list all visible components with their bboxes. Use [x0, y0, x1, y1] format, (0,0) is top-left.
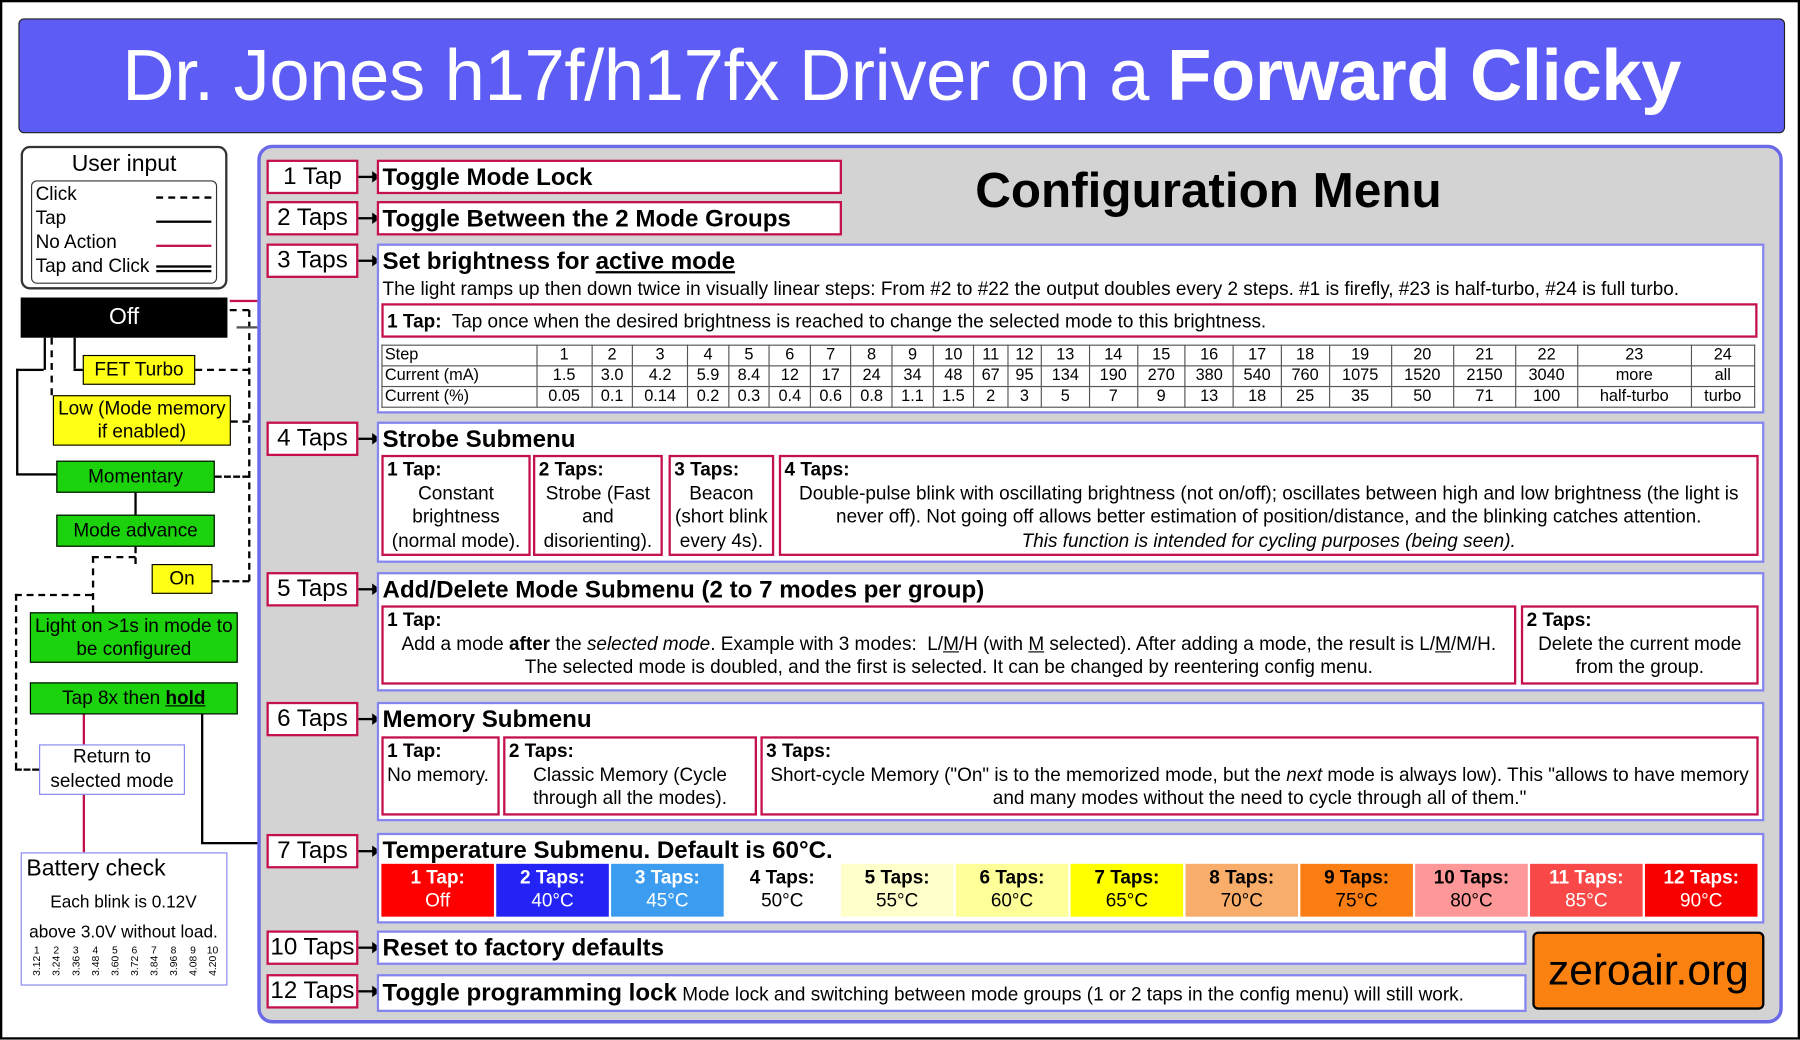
- temperature-option-label: 7 Taps:: [1094, 867, 1160, 888]
- memory-option-2-label: 2 Taps:: [508, 740, 574, 762]
- tap8-box: [30, 682, 238, 714]
- steps-cell: 540: [1233, 366, 1281, 387]
- adddel-title: Add/Delete Mode Submenu (2 to 7 modes per group): [382, 576, 985, 604]
- steps-cell: 25: [1281, 387, 1329, 408]
- low-mode-box: Low (Mode memory if enabled): [53, 395, 231, 446]
- temperature-option: [381, 864, 494, 917]
- temperature-option-label: 10 Taps:: [1433, 867, 1510, 888]
- temperature-option-value: 90°C: [1680, 890, 1723, 911]
- temperature-option-value: 65°C: [1105, 890, 1149, 911]
- steps-cell: 1520: [1391, 366, 1453, 387]
- battery-blink-volt: 3.36: [70, 955, 82, 976]
- tap-label-10: 10 Taps: [266, 930, 358, 964]
- strobe-option-2-text: Strobe (Fast and disorienting).: [543, 483, 653, 551]
- strobe-option-4-label: 4 Taps:: [784, 459, 850, 481]
- menu-mode-lock-label: Toggle Mode Lock: [382, 164, 593, 191]
- steps-cell: 48: [933, 366, 974, 387]
- steps-cell: 1.5: [933, 387, 974, 408]
- tap-label-1: 1 Tap: [266, 160, 358, 194]
- fet-turbo-box: FET Turbo: [83, 355, 196, 385]
- steps-cell: 12: [1008, 345, 1042, 366]
- connector: [215, 476, 249, 478]
- page-title: Dr. Jones h17f/h17fx Driver on a Forward Clicky: [18, 18, 1785, 133]
- connector: [16, 369, 18, 475]
- legend-tapclick-arrow: [156, 265, 211, 272]
- strobe-option-4-note: This function is intended for cycling purposes (being seen).: [1021, 530, 1516, 551]
- steps-cell: 12: [769, 366, 810, 387]
- temperature-option: [1185, 864, 1298, 917]
- proglock-section: [377, 974, 1527, 1012]
- connector: [15, 594, 17, 770]
- tap-arrow: [358, 176, 378, 178]
- steps-cell: 9: [1137, 387, 1185, 408]
- battery-blink-column: [107, 944, 123, 976]
- temperature-option: [611, 864, 724, 917]
- battery-blink-count: 6: [131, 944, 138, 956]
- steps-cell: 1: [537, 345, 592, 366]
- battery-box: [21, 852, 228, 985]
- battery-blink-column: [68, 944, 84, 976]
- steps-row-label: Current (mA): [382, 366, 537, 387]
- temperature-option-value: 40°C: [531, 890, 574, 911]
- legend-click-label: Click: [35, 183, 77, 205]
- temperature-option-label: 6 Taps:: [979, 867, 1045, 888]
- battery-blink-volt: 3.24: [50, 955, 63, 976]
- battery-blink-volt: 3.48: [89, 955, 102, 976]
- brightness-title-text: Set brightness for: [382, 248, 596, 275]
- connector: [51, 338, 53, 395]
- reset-label: Reset to factory defaults: [382, 935, 665, 962]
- steps-cell: 22: [1516, 345, 1578, 366]
- steps-row-step: [382, 345, 1755, 366]
- brightness-tap-label: 1 Tap:: [387, 311, 442, 332]
- steps-cell: 10: [933, 345, 974, 366]
- steps-cell: 16: [1185, 345, 1233, 366]
- connector: [16, 473, 56, 475]
- tap-arrow: [358, 588, 378, 590]
- temperature-option: [1415, 864, 1528, 917]
- legend-tap-arrow: [156, 221, 211, 223]
- battery-title: Battery check: [26, 855, 166, 882]
- steps-cell: 95: [1008, 366, 1042, 387]
- steps-cell: 8.4: [728, 366, 769, 387]
- connector: [248, 310, 250, 581]
- battery-blink-count: 5: [111, 944, 118, 956]
- connector: [231, 420, 249, 422]
- tap-label-4: 4 Taps: [266, 422, 358, 456]
- menu-mode-lock: [377, 160, 842, 194]
- memory-option-2: [503, 736, 757, 815]
- mode-advance-box: Mode advance: [56, 515, 215, 547]
- connector: [230, 309, 250, 311]
- adddel-option-2: [1521, 605, 1759, 684]
- temperature-option: [1530, 864, 1643, 917]
- steps-cell: 3040: [1516, 366, 1578, 387]
- temperature-option-value: 70°C: [1220, 890, 1263, 911]
- on-box: On: [152, 564, 213, 594]
- steps-cell: 0.6: [810, 387, 851, 408]
- steps-cell: 0.2: [688, 387, 729, 408]
- temperature-option-label: 5 Taps:: [864, 867, 930, 888]
- temperature-option-value: 85°C: [1565, 890, 1608, 911]
- battery-blink-volt: 4.20: [206, 955, 219, 976]
- steps-cell: 2: [974, 387, 1008, 408]
- battery-line2: above 3.0V without load.: [29, 922, 218, 942]
- steps-cell: 5: [728, 345, 769, 366]
- steps-cell: 24: [1691, 345, 1755, 366]
- battery-blink-count: 8: [170, 944, 177, 956]
- battery-blink-column: [165, 944, 181, 976]
- connector: [237, 326, 258, 328]
- light-on-box: Light on >1s in mode to be configured: [30, 612, 238, 663]
- battery-blink-count: 4: [92, 944, 99, 956]
- battery-blink-count: 10: [206, 944, 219, 956]
- steps-cell: 14: [1089, 345, 1137, 366]
- connector: [15, 594, 92, 596]
- steps-cell: more: [1578, 366, 1691, 387]
- steps-cell: 7: [1089, 387, 1137, 408]
- steps-cell: 7: [810, 345, 851, 366]
- connector: [195, 369, 249, 371]
- steps-row-pct: [382, 387, 1755, 408]
- off-box: Off: [21, 298, 228, 338]
- adddel-option-1-label: 1 Tap:: [387, 609, 442, 631]
- steps-cell: all: [1691, 366, 1755, 387]
- memory-option-1-text: No memory.: [387, 764, 489, 786]
- tap-label-2: 2 Taps: [266, 201, 358, 235]
- battery-blink-count: 2: [53, 944, 60, 956]
- tap-arrow: [358, 947, 378, 949]
- steps-cell: 3.0: [592, 366, 633, 387]
- steps-cell: 21: [1453, 345, 1515, 366]
- tap8-hold: hold: [165, 687, 206, 709]
- temperature-option-label: 9 Taps:: [1324, 867, 1390, 888]
- memory-option-1: [381, 736, 499, 815]
- temperature-option-label: 4 Taps:: [749, 867, 815, 888]
- legend-noaction-arrow: [156, 245, 211, 247]
- legend-noaction-label: No Action: [35, 232, 117, 253]
- brightness-desc: The light ramps up then down twice in visually linear steps: From #2 to #22 the output doubles every 2 steps. #1 is firefly, #23 is half-turbo, #24 is full turbo.: [382, 279, 1680, 300]
- steps-cell: 0.4: [769, 387, 810, 408]
- strobe-option-1-text: Constant brightness (normal mode).: [391, 483, 521, 551]
- tap-label-6: 6 Taps: [266, 702, 358, 736]
- tap-arrow: [358, 718, 378, 720]
- steps-cell: 0.1: [592, 387, 633, 408]
- legend-list: [31, 180, 217, 283]
- temperature-option-value: 55°C: [875, 890, 919, 911]
- steps-cell: 134: [1041, 366, 1089, 387]
- steps-row-label: Current (%): [382, 387, 537, 408]
- temperature-option: [726, 864, 839, 917]
- steps-cell: 4.2: [633, 366, 688, 387]
- proglock-text: [383, 980, 1464, 1008]
- temperature-option: [841, 864, 954, 917]
- battery-scale: [29, 944, 224, 983]
- steps-cell: 0.14: [633, 387, 688, 408]
- tap-arrow: [358, 260, 378, 262]
- battery-blink-volt: 4.08: [187, 955, 199, 976]
- steps-cell: 50: [1391, 387, 1453, 408]
- legend-title: User input: [71, 151, 177, 177]
- strobe-option-4-text: Double-pulse blink with oscillating brightness (not on/off); oscillates between high and low brightness (the light is never off). Not going off allows better estimation of position/distance, and the blinking catches attention.: [799, 483, 1739, 528]
- steps-cell: 13: [1041, 345, 1089, 366]
- brightness-tap-desc: Tap once when the desired brightness is reached to change the selected mode to this brightness.: [451, 311, 1267, 332]
- steps-cell: 760: [1281, 366, 1329, 387]
- temperature-option-value: 45°C: [646, 890, 689, 911]
- temperature-option-label: 12 Taps:: [1663, 867, 1739, 888]
- strobe-option-2-label: 2 Taps:: [538, 459, 604, 481]
- steps-cell: 18: [1281, 345, 1329, 366]
- temperature-option-value: 75°C: [1335, 890, 1378, 911]
- battery-blink-column: [126, 944, 142, 976]
- memory-option-3: 3 Taps: Short-cycle Memory ("On" is to the memorized mode, but the next mode is always low). This "allows to have memory and many modes without the need to cycle through all of them.": [760, 736, 1758, 815]
- connector: [74, 369, 83, 371]
- battery-blink-column: [185, 944, 201, 976]
- steps-cell: 13: [1185, 387, 1233, 408]
- battery-blink-count: 9: [190, 944, 196, 956]
- steps-cell: 19: [1329, 345, 1391, 366]
- tap-label-5: 5 Taps: [266, 572, 358, 606]
- connector: [134, 493, 136, 515]
- steps-cell: 11: [974, 345, 1008, 366]
- strobe-option-3: [669, 455, 775, 556]
- steps-cell: 0.05: [537, 387, 592, 408]
- adddel-option-2-label: 2 Taps:: [1526, 609, 1592, 631]
- steps-cell: half-turbo: [1578, 387, 1691, 408]
- battery-blink-column: [48, 944, 64, 976]
- tap-arrow: [358, 438, 378, 440]
- tap-arrow: [358, 990, 378, 992]
- steps-cell: 4: [688, 345, 729, 366]
- legend-tapclick-label: Tap and Click: [35, 256, 150, 277]
- memory-option-2-text: Classic Memory (Cycle through all the modes).: [533, 764, 727, 809]
- temperature-title: Temperature Submenu. Default is 60°C.: [382, 837, 833, 864]
- steps-cell: 2: [592, 345, 633, 366]
- connector: [201, 714, 203, 842]
- temperature-option-label: 2 Taps:: [520, 867, 585, 888]
- brightness-title-underlined: active mode: [595, 248, 736, 275]
- temperature-option: [1300, 864, 1413, 917]
- battery-blink-column: [29, 944, 45, 976]
- tap-label-12: 12 Taps: [266, 974, 358, 1008]
- steps-cell: 3: [1008, 387, 1042, 408]
- brand-logo: zeroair.org: [1532, 932, 1764, 1010]
- temperature-option-label: 1 Tap:: [410, 867, 465, 888]
- proglock-title: Toggle programming lock: [382, 979, 677, 1007]
- tap-arrow: [358, 217, 378, 219]
- steps-cell: 71: [1453, 387, 1515, 408]
- steps-cell: 5.9: [688, 366, 729, 387]
- legend-click-arrow: [156, 196, 211, 198]
- connector: [92, 556, 136, 558]
- battery-blink-count: 7: [151, 944, 157, 956]
- connector: [83, 714, 85, 744]
- steps-row-label: Step: [382, 345, 537, 366]
- tap-arrow: [358, 850, 378, 852]
- tap8-text: Tap 8x then: [62, 687, 166, 709]
- reset-section: [377, 930, 1527, 964]
- brightness-steps-table: [381, 345, 1755, 408]
- steps-cell: 380: [1185, 366, 1233, 387]
- legend-box: [21, 146, 228, 290]
- connector: [16, 369, 44, 371]
- steps-cell: 18: [1233, 387, 1281, 408]
- strobe-option-1-label: 1 Tap:: [387, 459, 442, 481]
- battery-blink-volt: 3.60: [109, 955, 121, 976]
- temperature-option-label: 11 Taps:: [1549, 867, 1624, 888]
- connector: [213, 580, 250, 582]
- momentary-box: Momentary: [56, 461, 215, 493]
- battery-blink-count: 3: [72, 944, 79, 956]
- steps-cell: 8: [851, 345, 892, 366]
- tap-label-3: 3 Taps: [266, 244, 358, 278]
- temperature-option-value: 60°C: [990, 890, 1034, 911]
- temperature-option-value: 80°C: [1450, 890, 1493, 911]
- battery-blink-volt: 3.84: [148, 955, 160, 976]
- brightness-title: [383, 248, 736, 276]
- battery-line1: Each blink is 0.12V: [50, 892, 197, 913]
- steps-cell: 2150: [1453, 366, 1515, 387]
- steps-row-ma: [382, 366, 1755, 387]
- tap-label-7: 7 Taps: [266, 834, 358, 868]
- adddel-option-1-text: Add a mode after the selected mode. Example with 3 modes: L/M/H (with M selected). After adding a mode, the result is L/M/M/H. The selected mode is doubled, and the first is selected. It can be changed by reentering config menu.: [401, 633, 1497, 678]
- steps-cell: 34: [892, 366, 933, 387]
- proglock-desc: Mode lock and switching between mode groups (1 or 2 taps in the config menu) will still work.: [676, 984, 1464, 1006]
- menu-mode-groups-label: Toggle Between the 2 Mode Groups: [382, 205, 791, 233]
- steps-cell: 24: [851, 366, 892, 387]
- battery-blink-volt: 3.12: [31, 955, 43, 976]
- connector: [15, 768, 39, 770]
- steps-cell: 0.8: [851, 387, 892, 408]
- steps-cell: 190: [1089, 366, 1137, 387]
- steps-cell: 17: [1233, 345, 1281, 366]
- connector: [74, 338, 76, 369]
- steps-cell: 6: [769, 345, 810, 366]
- steps-cell: 1075: [1329, 366, 1391, 387]
- connector: [92, 556, 94, 612]
- steps-cell: 20: [1391, 345, 1453, 366]
- steps-cell: 67: [974, 366, 1008, 387]
- steps-cell: 0.3: [728, 387, 769, 408]
- return-box: Return to selected mode: [39, 744, 185, 795]
- temperature-option: [1645, 864, 1758, 917]
- menu-mode-groups: [377, 201, 842, 235]
- connector: [83, 795, 85, 852]
- adddel-option-2-text: Delete the current mode from the group.: [1538, 633, 1742, 678]
- config-title: Configuration Menu: [975, 163, 1442, 219]
- steps-cell: 1.1: [892, 387, 933, 408]
- legend-tap-label: Tap: [35, 207, 67, 229]
- steps-cell: 1.5: [537, 366, 592, 387]
- brightness-tap-box: [381, 303, 1757, 337]
- adddel-option-1: [381, 605, 1516, 684]
- battery-blink-column: [204, 944, 220, 976]
- strobe-option-1: [381, 455, 530, 556]
- temperature-option: [1071, 864, 1184, 917]
- steps-cell: 35: [1329, 387, 1391, 408]
- strobe-option-4: [779, 455, 1759, 556]
- connector: [230, 300, 258, 302]
- temperature-option: [956, 864, 1069, 917]
- battery-blink-volt: 3.72: [128, 955, 141, 976]
- temperature-option-label: 8 Taps:: [1209, 867, 1275, 888]
- connector: [44, 338, 46, 370]
- temperature-option: [496, 864, 609, 917]
- connector: [201, 842, 258, 844]
- battery-blink-count: 1: [33, 944, 40, 956]
- memory-option-3-label: 3 Taps:: [766, 740, 832, 762]
- strobe-option-2: [533, 455, 663, 556]
- steps-cell: 3: [633, 345, 688, 366]
- memory-option-1-label: 1 Tap:: [387, 740, 442, 762]
- steps-cell: 5: [1041, 387, 1089, 408]
- temperature-option-value: 50°C: [761, 890, 804, 911]
- steps-cell: 15: [1137, 345, 1185, 366]
- memory-title: Memory Submenu: [382, 706, 592, 733]
- steps-cell: 270: [1137, 366, 1185, 387]
- steps-cell: 23: [1578, 345, 1691, 366]
- battery-blink-column: [87, 944, 103, 976]
- steps-cell: turbo: [1691, 387, 1755, 408]
- steps-cell: 17: [810, 366, 851, 387]
- battery-blink-volt: 3.96: [167, 955, 180, 976]
- temperature-option-label: 3 Taps:: [634, 867, 700, 888]
- temperature-option-value: Off: [425, 890, 451, 911]
- strobe-option-3-label: 3 Taps:: [674, 459, 740, 481]
- steps-cell: 100: [1516, 387, 1578, 408]
- steps-cell: 9: [892, 345, 933, 366]
- strobe-title: Strobe Submenu: [382, 426, 576, 453]
- strobe-option-3-text: Beacon (short blink every 4s).: [675, 483, 768, 551]
- battery-blink-column: [146, 944, 162, 976]
